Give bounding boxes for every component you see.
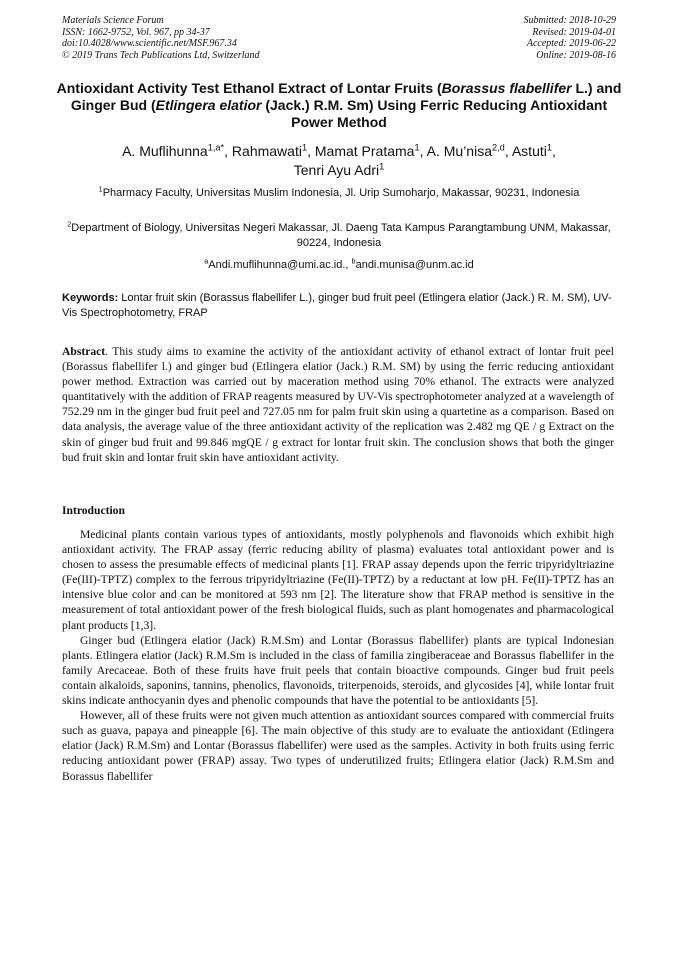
author: Tenri Ayu Adri (293, 162, 380, 178)
journal-info-header (62, 15, 260, 61)
paragraph: Ginger bud (Etlingera elatior (Jack) R.M.Sm) and Lontar (Borassus flabellifer) plants are typical Indonesian plants. Etlingera elatior (Jack) R.M.Sm is included in the class of familia zingiberaceae and Borassus flabellifer in the family Arecaceae. Both of these fruits have fruit peels that contain bioactive compounds. Ginger bud fruit peels contain alkaloids, saponins, tannins, phenolics, flavonoids, triterpenoids, steroids, and glycosides [4], while lontar fruit skins indicate anthocyanin dyes and phenolic compounds that have the potential to be antioxidants [5]. (62, 633, 614, 708)
submitted-date: Submitted: 2018-10-29 (523, 15, 616, 26)
paragraph: However, all of these fruits were not given much attention as antioxidant sources compared with commercial fruits such as guava, papaya and pineapple [6]. The main objective of this study are to evaluate the antioxidant (Etlingera elatior (Jack) R.M.Sm) and Lontar (Borassus flabellifer) were used as the samples. Activity in both fruits using ferric reducing antioxidant power (FRAP) assay. Two types of underutilized fruits; Etlingera elatior (Jack) R.M.Sm and Borassus flabellifer (62, 709, 614, 783)
doi: doi:10.4028/www.scientific.net/MSF.967.34 (62, 38, 237, 50)
abstract-text: . This study aims to examine the activity of the antioxidant activity of ethanol extract of lontar fruit peel (Borassus flabellifer l.) and ginger bud (Etlingera elatior (Jack.) R.M. SM) by using the ferric reducing antioxidant power method. Extraction was carried out by maceration method using 70% ethanol. The extracts were analyzed quantitatively with the addition of FRAP reagents measured by UV-Vis spectrophotometer analyzed at a wavelength of 752.29 nm in the ginger bud fruit peel and 727.05 nm for palm fruit skin using a quartetine as a comparison. Based on data analysis, the average value of the three antioxidant activity of the replication was 2.482 mg QE / g Extract on the skin of ginger bud fruit and 99.846 mgQE / g extract for lontar fruit skin. The conclusion shows that both the ginger bud fruit skin and lontar fruit skin have antioxidant activity. (62, 345, 614, 464)
author-emails: $^a$Andi.muflihunna@umi.ac.id., $^b$andi.munisa@unm.ac.id (204, 256, 474, 271)
paragraph: Medicinal plants contain various types of antioxidants, mostly polyphenols and flavonoids which exhibit high antioxidant activity. The FRAP assay (ferric reducing ability of plasma) evaluates total antioxidant power and is chosen to assess the presumable effects of medicinal plants [1]. FRAP assay depends upon the ferric tripyridyltriazine (Fe(III)-TPTZ) complex to the ferrous tripyridyltriazine (Fe(II)-TPTZ) by a reductant at low pH. Fe(II)-TPTZ has an intensive blue color and can be monitored at 593 nm [2]. The literature show that FRAP method is sensitive in the measurement of total antioxidant power of the fresh biological fluids, such as plant homogenates and pharmacological plant products [1,3]. (62, 528, 614, 632)
introduction-heading: Introduction (62, 504, 125, 517)
affiliation-1: $^1$Pharmacy Faculty, Universitas Muslim Indonesia, Jl. Urip Sumoharjo, Makassar, 90231, Indonesia (98, 184, 580, 199)
introduction-body (62, 527, 614, 784)
title-species-2: Etlingera elatior (155, 97, 262, 114)
author: Rahmawati (231, 143, 302, 159)
revised-date: Revised: 2019-04-01 (532, 26, 616, 38)
dates-header (524, 15, 617, 61)
author-list: A. Muflihunna$^{1,a*}$, Rahmawati$^1$, Mamat Pratama$^1$, A. Mu’nisa$^{2,d}$, Astuti$^1$, Tenri Ayu Adri$^1$ (122, 142, 556, 178)
copyright: © 2019 Trans Tech Publications Ltd, Switzerland (62, 49, 260, 61)
title-species-1: Borassus flabellifer (441, 80, 572, 96)
affiliation-2: $^2$Department of Biology, Universitas Negeri Makassar, Jl. Daeng Tata Kampus Parangtambung UNM, Makassar, 90224, Indonesia (67, 219, 611, 249)
keywords (62, 291, 618, 320)
author: Astuti (511, 143, 547, 159)
issn-volume: ISSN: 1662-9752, Vol. 967, pp 34-37 (62, 26, 210, 38)
abstract-label: Abstract (62, 345, 106, 358)
accepted-date: Accepted: 2019-06-22 (526, 38, 616, 50)
abstract (62, 344, 614, 465)
journal-name: Materials Science Forum (62, 15, 164, 26)
keywords-text: Lontar fruit skin (Borassus flabellifer L.), ginger bud fruit peel (Etlingera elatior (Jack.) R. M. SM), UV-Vis Spectrophotometry, FRAP (62, 292, 612, 319)
author: A. Mu’nisa (426, 143, 492, 159)
online-date: Online: 2019-08-16 (536, 49, 616, 61)
paper-title: Antioxidant Activity Test Ethanol Extract of Lontar Fruits (Borassus flabellifer L.) and Ginger Bud (Etlingera elatior (Jack.) R.M. Sm) Using Ferric Reducing Antioxidant Power Method (56, 80, 622, 131)
keywords-label: Keywords: (62, 292, 119, 304)
author: Mamat Pratama (314, 143, 415, 159)
author: A. Muflihunna (122, 143, 208, 159)
